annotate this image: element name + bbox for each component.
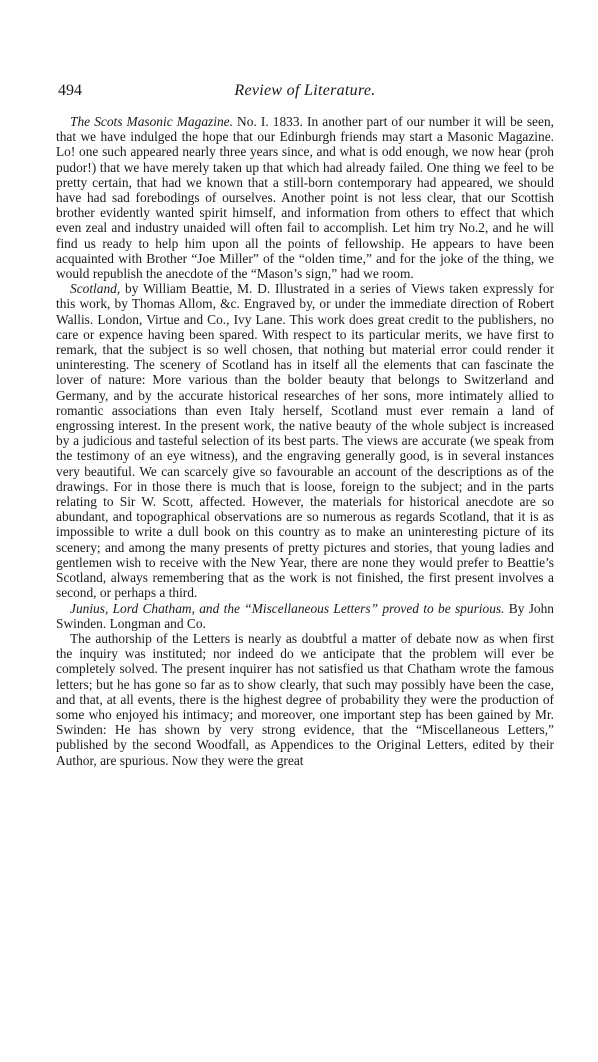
review-junius [56,601,554,631]
page-number: 494 [58,82,82,99]
document-page [56,82,554,768]
review-body: No. I. 1833. In another part of our number it will be seen, that we have indulged the hope that our Edinburgh friends may start a Masonic Magazine. Lo! one such appeared nearly three years since, and what is odd enough, we now hear (proh pudor!) that we have merely taken up that which had already failed. One thing we feel to be pretty certain, that had we known that a still-born contemporary had appeared, we should have had sad forebodings of ourselves. Another point is not less clear, that our Scottish brother evidently wanted spirit himself, and information from others to effect that which even zeal and industry unaided will often fail to accomplish. Let him try No.2, and he will find us ready to help him upon all the points of fellowship. He appears to have been acquainted with Brother “Joe Miller” of the “olden time,” and for the joke of the thing, we would republish the anecdote of the “Mason’s sign,” had we room. [56,114,554,282]
review-junius-continuation: The authorship of the Letters is nearly as doubtful a matter of debate now as when first the inquiry was instituted; nor indeed do we anticipate that the problem will ever be completely solved. The present inquirer has not satisfied us that Chatham wrote the famous letters; but he has gone so far as to show clearly, that such may possibly have been the case, and that, at all events, there is the highest degree of probability they were the production of some who enjoyed his intimacy; and moreover, one important step has been gained by Mr. Swinden: He has shown by very strong evidence, that the “Miscellaneous Letters,” published by the second Woodfall, as Appendices to the Original Letters, edited by their Author, are spurious. Now they were the great [56,630,554,768]
review-title: Junius, Lord Chatham, and the “Miscellaneous Letters” proved to be spurious. [70,600,505,616]
running-title: Review of Literature. [234,82,376,99]
review-body: By John Swinden. Longman and Co. [56,600,554,631]
review-scotland [56,281,554,600]
review-title: The Scots Masonic Magazine. [70,114,233,129]
body-text [56,114,554,768]
review-scots-masonic-magazine [56,114,554,281]
review-title: Scotland, [70,281,121,297]
running-head [56,82,554,106]
review-body: by William Beattie, M. D. Illustrated in a series of Views taken expressly for this work, by Thomas Allom, &c. Engraved by, or under the immediate direction of Robert Wallis. London, Virtue and Co., Ivy Lane. This work does great credit to the publishers, no care or expence having been spared. With respect to its particular merits, we have first to remark, that the subject is so well chosen, that nothing but material error could render it uninteresting. The scenery of Scotland has in itself all the elements that can fascinate the lover of nature: More various than the bolder beauty that belongs to Switzerland and Germany, and by the accurate historical researches of her sons, more intimately allied to romantic associations than even Italy herself, Scotland must ever remain a land of engrossing interest. In the present work, the native beauty of the whole subject is increased by a judicious and tasteful selection of its best parts. The views are accurate (we speak from the testimony of an eye witness), and the engraving generally good, is in several instances very beautiful. We can scarcely give so favourable an account of the descriptions as of the drawings. For in those there is much that is loose, foreign to the subject; and in the parts relating to Sir W. Scott, affected. However, the materials for historical anecdote are so abundant, and topographical observations are so numerous as regards Scotland, that it is as impossible to write a dull book on this country as to make an uninteresting picture of its scenery; and among the many presents of pretty pictures and stories, that young ladies and gentlemen wish to receive with the New Year, there are none they would prefer to Beattie’s Scotland, always remembering that as the work is not finished, the first present involves a second, or perhaps a third. [56,281,554,601]
